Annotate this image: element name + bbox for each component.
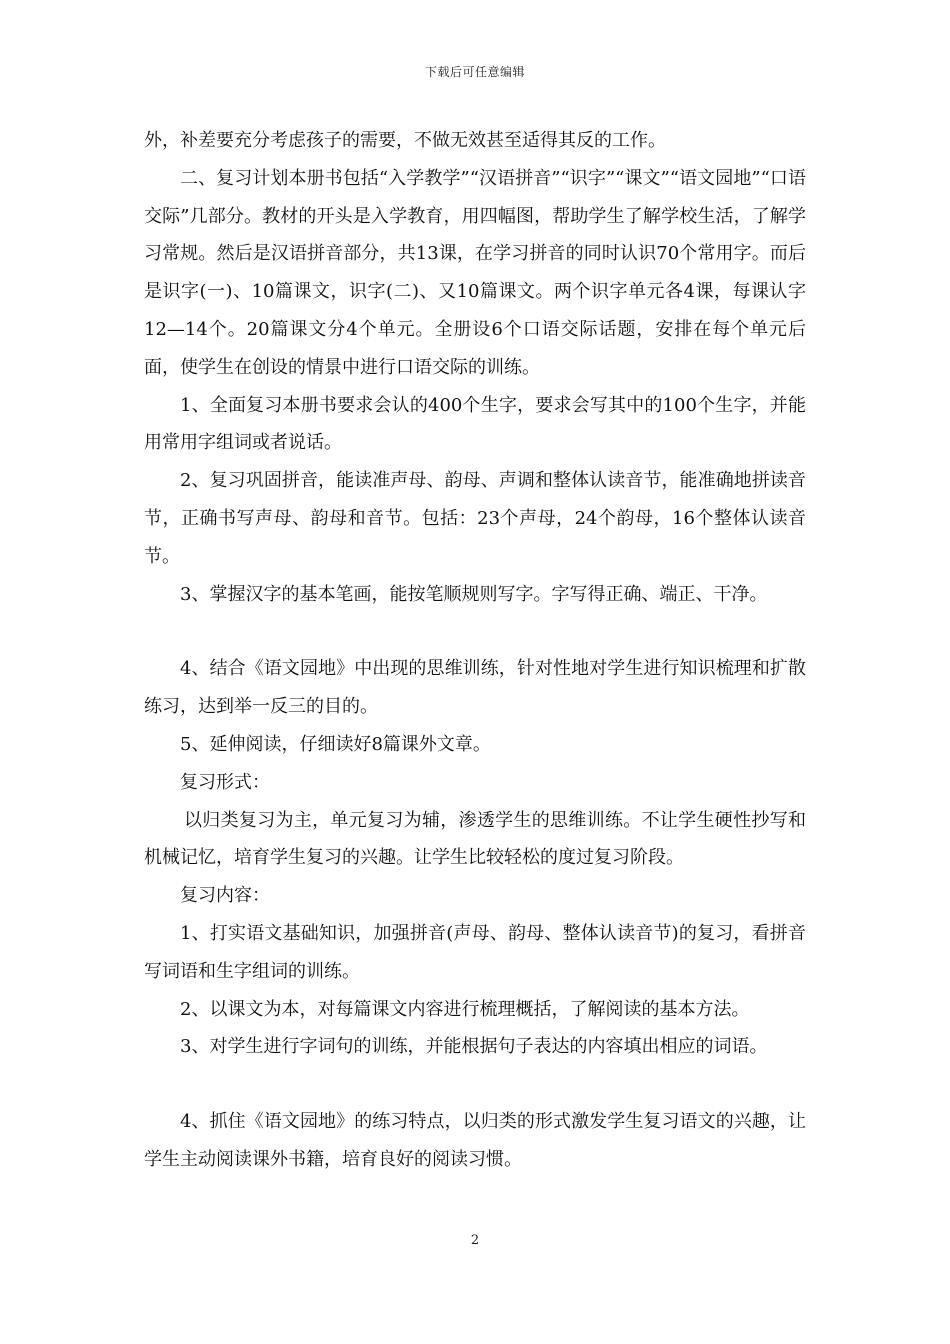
paragraph: 4、抓住《语文园地》的练习特点，以归类的形式激发学生复习语文的兴趣，让学生主动阅读课外书籍，培育良好的阅读习惯。 [144, 1111, 806, 1170]
paragraph: 2、以课文为本，对每篇课文内容进行梳理概括，了解阅读的基本方法。 [180, 998, 750, 1020]
paragraph: 1、全面复习本册书要求会认的400个生字，要求会写其中的100个生字，并能用常用字组词或者说话。 [144, 394, 806, 454]
paragraph: 以归类复习为主，单元复习为辅，渗透学生的思维训练。不让学生硬性抄写和机械记忆，培育学生复习的兴趣。让学生比较轻松的度过复习阶段。 [144, 809, 806, 869]
section-heading: 复习形式： [180, 771, 270, 793]
paragraph: 外，补差要充分考虑孩子的需要，不做无效甚至适得其反的工作。 [144, 130, 666, 151]
paragraph: 1、打实语文基础知识，加强拼音(声母、韵母、整体认读音节)的复习，看拼音写词语和生字组词的训练。 [144, 922, 806, 982]
paragraph: 2、复习巩固拼音，能读准声母、韵母、声调和整体认读音节，能准确地拼读音节，正确书写声母、韵母和音节。包括：23个声母，24个韵母，16个整体认读音节。 [144, 470, 806, 567]
document-body [144, 122, 806, 1179]
page-header: 下载后可任意编辑 [424, 65, 525, 79]
paragraph: 3、对学生进行字词句的训练，并能根据句子表达的内容填出相应的词语。 [180, 1036, 768, 1058]
blank-line [144, 613, 806, 650]
blank-line [144, 1066, 806, 1103]
paragraph: 3、掌握汉字的基本笔画，能按笔顺规则写字。字写得正确、端正、干净。 [180, 583, 768, 605]
section-heading: 复习内容： [180, 885, 270, 907]
paragraph: 4、结合《语文园地》中出现的思维训练，针对性地对学生进行知识梳理和扩散练习，达到举一反三的目的。 [144, 658, 806, 718]
paragraph: 5、延伸阅读，仔细读好8篇课外文章。 [180, 733, 491, 755]
paragraph: 二、复习计划本册书包括“入学教学”“汉语拼音”“识字”“课文”“语文园地”“口语交际”几部分。教材的开头是入学教育，用四幅图，帮助学生了解学校生活，了解学习常规。然后是汉语拼音部分，共13课，在学习拼音的同时认识70个常用字。而后是识字(一)、10篇课文，识字(二)、又10篇课文。两个识字单元各4课，每课认字12—14个。20篇课文分4个单元。全册设6个口语交际话题，安排在每个单元后面，使学生在创设的情景中进行口语交际的训练。 [144, 167, 806, 378]
page-number: 2 [470, 1233, 480, 1248]
